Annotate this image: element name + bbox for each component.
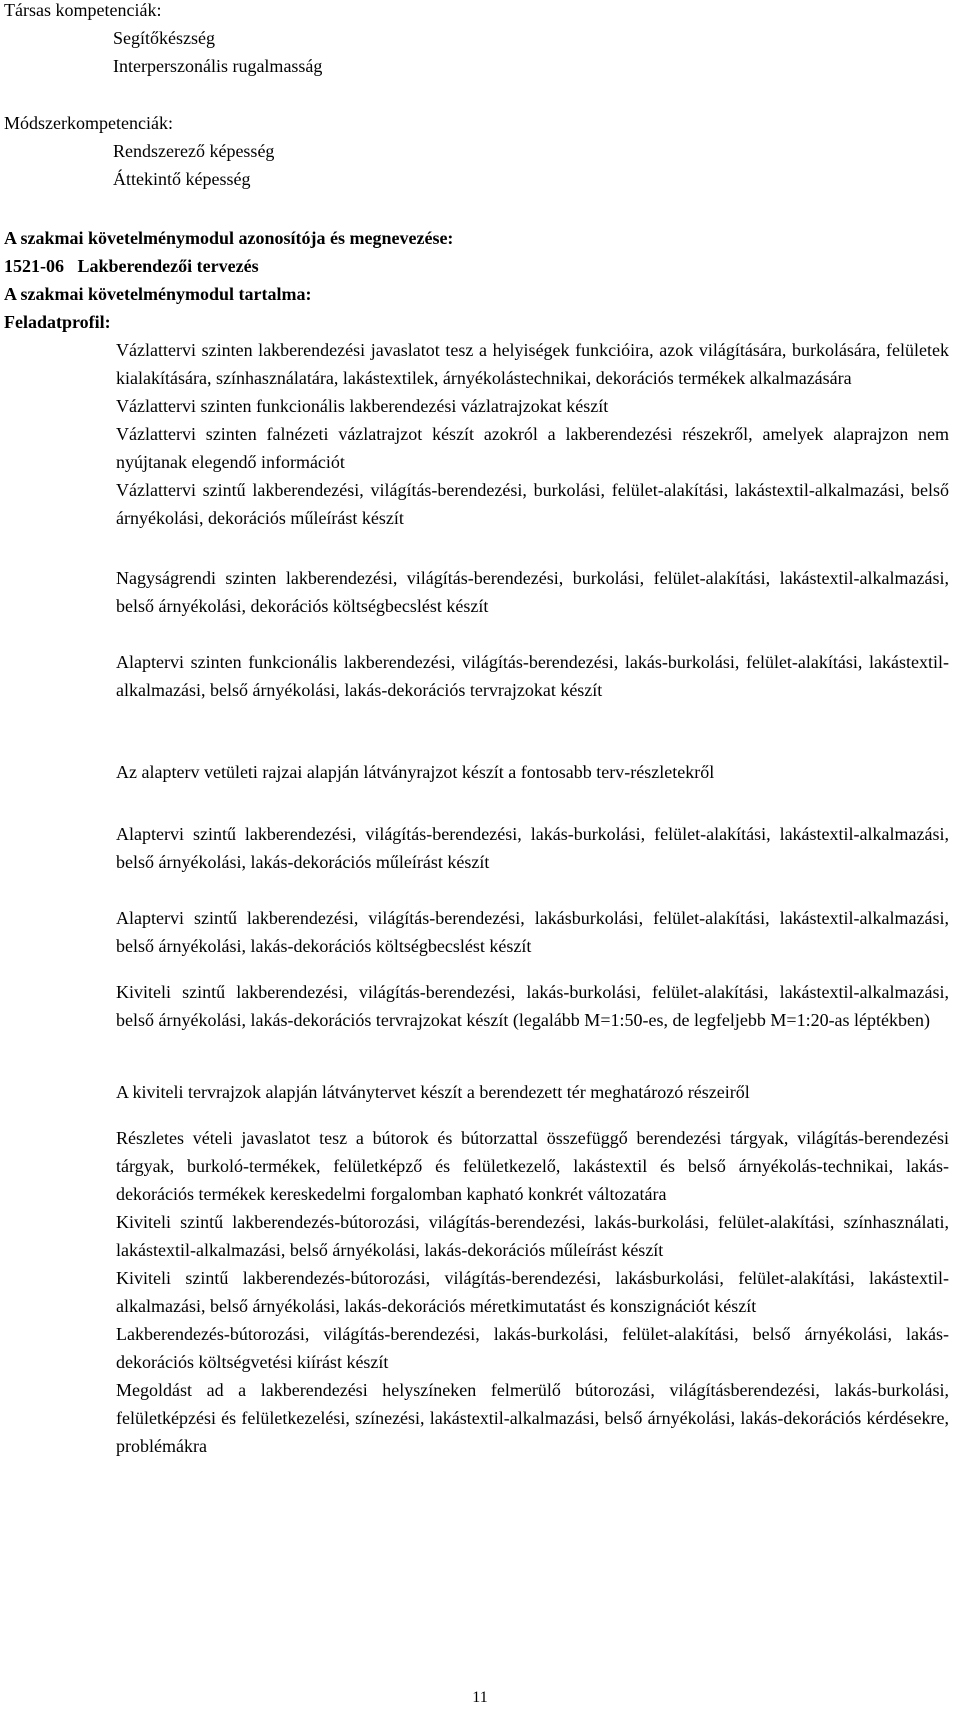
module-content-heading: A szakmai követelménymodul tartalma: <box>4 284 312 304</box>
social-competency-item: Interperszonális rugalmasság <box>113 56 323 76</box>
task-item: Lakberendezés-bútorozási, világítás-berendezési, lakás-burkolási, felület-alakítási, belső árnyékolási, lakás-dekorációs költségvetési kiírást készít <box>116 1324 949 1372</box>
social-competencies-section <box>4 0 944 80</box>
task-item: Vázlattervi szinten falnézeti vázlatrajzot készít azokról a lakberendezési részekről, amelyek alaprajzon nem nyújtanak elegendő információt <box>116 424 949 472</box>
task-item: Kiviteli szintű lakberendezés-bútorozási, világítás-berendezési, lakásburkolási, felület-alakítási, lakástextil-alkalmazási, belső árnyékolási, lakás-dekorációs méretkimutatást és konszignációt készít <box>116 1268 949 1316</box>
page-number: 11 <box>472 1689 488 1706</box>
module-section <box>4 224 944 336</box>
method-competency-item: Rendszerező képesség <box>113 141 275 161</box>
method-competency-item: Áttekintő képesség <box>113 169 251 189</box>
task-item: Részletes vételi javaslatot tesz a bútorok és bútorzattal összefüggő berendezési tárgyak, világítás-berendezési tárgyak, burkoló-termékek, felületképző és felületkezelő, lakástextil és belső árnyékolás-technikai, lakás-dekorációs termékek kereskedelmi forgalomban kapható konkrét változatára <box>116 1128 949 1204</box>
task-profile-heading: Feladatprofil: <box>4 312 111 332</box>
module-id-heading: A szakmai követelménymodul azonosítója és megnevezése: <box>4 228 454 248</box>
task-item: Alaptervi szintű lakberendezési, világítás-berendezési, lakásburkolási, felület-alakítási, lakástextil-alkalmazási, belső árnyékolási, lakás-dekorációs költségbecslést készít <box>116 908 949 956</box>
task-item: Vázlattervi szinten funkcionális lakberendezési vázlatrajzokat készít <box>116 396 609 416</box>
social-competencies-heading: Társas kompetenciák: <box>4 0 162 20</box>
task-item: Megoldást ad a lakberendezési helyszíneken felmerülő bútorozási, világításberendezési, lakás-burkolási, felületképzési és felületkezelési, színezési, lakástextil-alkalmazási, belső árnyékolási, lakás-dekorációs kérdésekre, problémákra <box>116 1380 949 1456</box>
method-competencies-section <box>4 109 944 193</box>
task-block <box>4 648 949 704</box>
task-item: Vázlattervi szintű lakberendezési, világítás-berendezési, burkolási, felület-alakítási, lakástextil-alkalmazási, belső árnyékolási, dekorációs műleírást készít <box>116 480 949 528</box>
task-block <box>4 978 949 1034</box>
task-block <box>4 1078 944 1106</box>
task-item: Alaptervi szintű lakberendezési, világítás-berendezési, lakás-burkolási, felület-alakítási, lakástextil-alkalmazási, belső árnyékolási, lakás-dekorációs műleírást készít <box>116 824 949 872</box>
task-item: Alaptervi szinten funkcionális lakberendezési, világítás-berendezési, lakás-burkolási, felület-alakítási, lakástextil-alkalmazási, belső árnyékolási, lakás-dekorációs tervrajzokat készít <box>116 652 949 700</box>
task-block <box>4 564 949 620</box>
task-item: Vázlattervi szinten lakberendezési javaslatot tesz a helyiségek funkcióira, azok világítására, burkolására, felületek kialakítására, színhasználatára, lakástextilek, árnyékolástechnikai, dekorációs termékek alkalmazására <box>116 340 949 388</box>
task-block <box>4 820 949 876</box>
task-block <box>4 904 949 960</box>
task-item: Kiviteli szintű lakberendezés-bútorozási, világítás-berendezési, lakás-burkolási, felület-alakítási, színhasználati, lakástextil-alkalmazási, belső árnyékolási, lakás-dekorációs műleírást készít <box>116 1212 949 1260</box>
method-competencies-heading: Módszerkompetenciák: <box>4 113 173 133</box>
social-competency-item: Segítőkészség <box>113 28 215 48</box>
task-block <box>4 336 949 532</box>
task-item: Kiviteli szintű lakberendezési, világítás-berendezési, lakás-burkolási, felület-alakítási, lakástextil-alkalmazási, belső árnyékolási, lakás-dekorációs tervrajzokat készít (legalább M=1:50-es, de legfeljebb M=1:20-as léptékben) <box>116 982 949 1030</box>
task-block <box>4 1124 949 1460</box>
module-id-line: 1521-06 Lakberendezői tervezés <box>4 256 259 276</box>
task-item: Nagyságrendi szinten lakberendezési, világítás-berendezési, burkolási, felület-alakítási, lakástextil-alkalmazási, belső árnyékolási, dekorációs költségbecslést készít <box>116 568 949 616</box>
task-item: Az alapterv vetületi rajzai alapján látványrajzot készít a fontosabb terv-részletekről <box>116 762 715 782</box>
task-item: A kiviteli tervrajzok alapján látványtervet készít a berendezett tér meghatározó részeiről <box>116 1082 750 1102</box>
task-block <box>4 758 944 786</box>
